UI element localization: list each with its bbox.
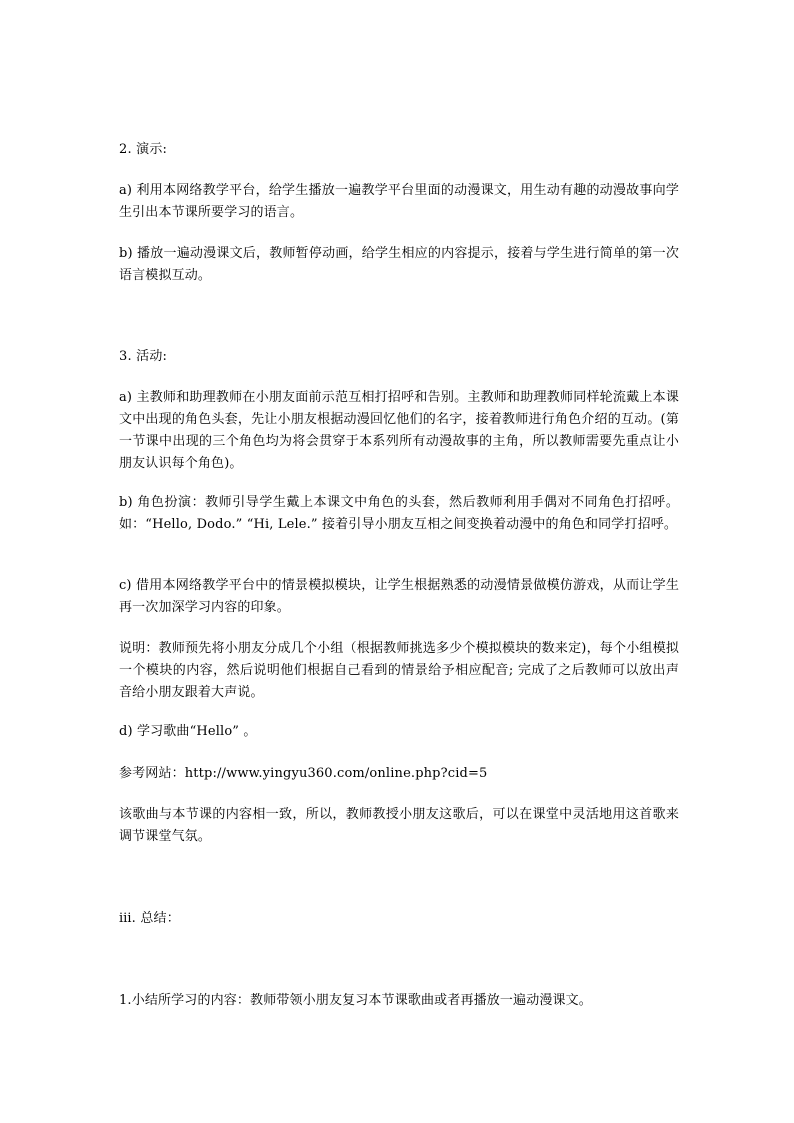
demo-item-b: b) 播放一遍动漫课文后，教师暂停动画，给学生相应的内容提示，接着与学生进行简单的第一次语言模拟互动。 bbox=[119, 246, 679, 283]
activity-heading: 3. 活动: bbox=[119, 349, 168, 364]
reference-link: 参考网站：http://www.yingyu360.com/online.php?cid=5 bbox=[119, 766, 488, 781]
activity-item-c: c) 借用本网络教学平台中的情景模拟模块，让学生根据熟悉的动漫情景做模仿游戏，从而让学生再一次加深学习内容的印象。 bbox=[119, 578, 679, 615]
activity-item-d: d) 学习歌曲“Hello” 。 bbox=[119, 724, 257, 739]
song-note: 该歌曲与本节课的内容相一致，所以，教师教授小朋友这歌后，可以在课堂中灵活地用这首歌来调节课堂气氛。 bbox=[119, 807, 679, 844]
demo-item-a: a) 利用本网络教学平台，给学生播放一遍教学平台里面的动漫课文，用生动有趣的动漫故事向学生引出本节课所要学习的语言。 bbox=[119, 183, 679, 220]
summary-heading: ⅲ. 总结： bbox=[119, 911, 180, 926]
activity-item-b: b) 角色扮演：教师引导学生戴上本课文中角色的头套，然后教师利用手偶对不同角色打招呼。如：“Hello, Dodo.” “Hi, Lele.” 接着引导小朋友互相之间变换着动漫中的角色和同学打招呼。 bbox=[119, 495, 679, 532]
summary-item-1: 1.小结所学习的内容：教师带领小朋友复习本节课歌曲或者再播放一遍动漫课文。 bbox=[119, 993, 592, 1008]
activity-item-a: a) 主教师和助理教师在小朋友面前示范互相打招呼和告别。主教师和助理教师同样轮流戴上本课文中出现的角色头套，先让小朋友根据动漫回忆他们的名字，接着教师进行角色介绍的互动。(第一节课中出现的三个角色均为将会贯穿于本系列所有动漫故事的主角，所以教师需要先重点让小朋友认识每个角色)。 bbox=[119, 390, 679, 471]
activity-note: 说明：教师预先将小朋友分成几个小组（根据教师挑选多少个模拟模块的数来定)，每个小组模拟一个模块的内容，然后说明他们根据自己看到的情景给予相应配音; 完成了之后教师可以放出声音给小朋友跟着大声说。 bbox=[119, 641, 679, 700]
demo-heading: 2. 演示: bbox=[119, 142, 168, 157]
